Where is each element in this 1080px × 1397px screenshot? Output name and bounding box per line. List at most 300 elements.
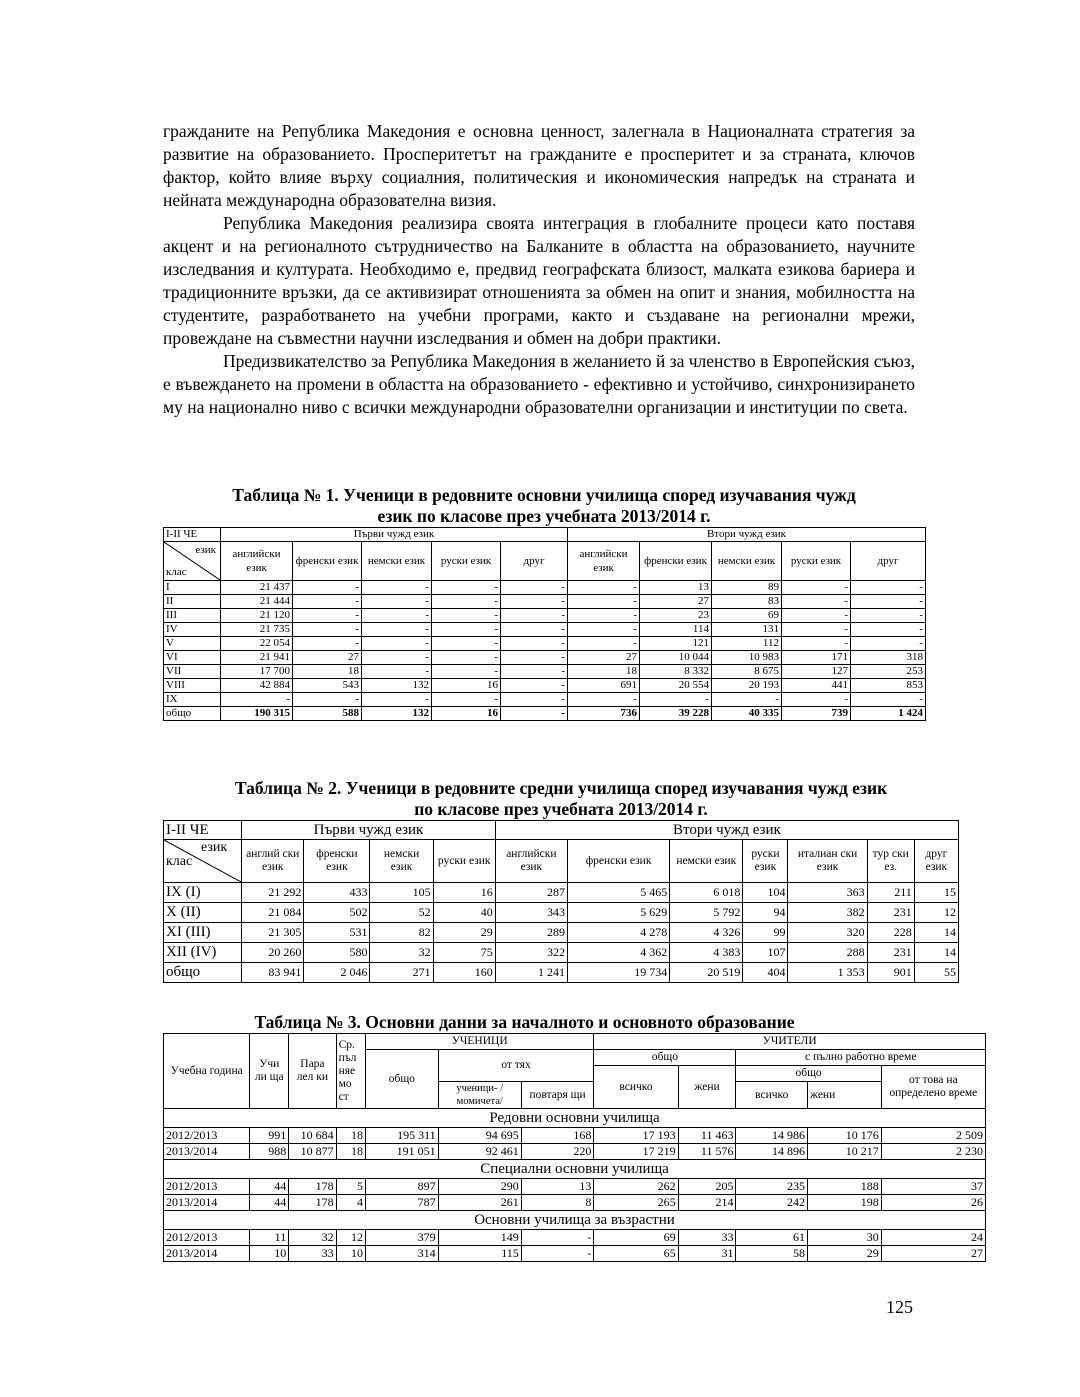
- data-cell: 12: [914, 903, 958, 923]
- data-cell: -: [293, 637, 362, 651]
- table2-diagonal-header: [164, 840, 242, 883]
- data-cell: 231: [867, 903, 914, 923]
- data-cell: 19 734: [567, 963, 669, 983]
- data-cell: 1 353: [788, 963, 867, 983]
- data-cell: 318: [851, 651, 926, 665]
- data-cell: -: [293, 581, 362, 595]
- data-cell: 228: [867, 923, 914, 943]
- data-cell: 736: [568, 707, 640, 721]
- data-cell: -: [501, 581, 568, 595]
- data-cell: 121: [640, 637, 712, 651]
- page-content: [163, 120, 915, 419]
- data-cell: 20 260: [242, 943, 304, 963]
- data-cell: -: [362, 665, 432, 679]
- table-row: [164, 609, 926, 623]
- data-cell: 543: [293, 679, 362, 693]
- data-cell: 4 383: [670, 943, 743, 963]
- data-cell: -: [568, 693, 640, 707]
- table2-diag-top: език: [200, 840, 228, 855]
- table1-col-header: английски език: [568, 542, 640, 581]
- table-row: [164, 623, 926, 637]
- data-cell: 991: [250, 1128, 289, 1144]
- table-row: [164, 963, 959, 983]
- data-cell: 17 700: [221, 665, 293, 679]
- row-label-cell: VII: [164, 665, 221, 679]
- data-cell: 5 629: [567, 903, 669, 923]
- data-cell: 198: [808, 1195, 882, 1211]
- data-cell: 132: [362, 679, 432, 693]
- table-row: [164, 679, 926, 693]
- table2-diag-bottom: клас: [166, 854, 193, 869]
- data-cell: -: [521, 1246, 594, 1262]
- data-cell: 5: [336, 1179, 365, 1195]
- data-cell: 82: [370, 923, 433, 943]
- table1-col-header: руски език: [782, 542, 851, 581]
- data-cell: 18: [568, 665, 640, 679]
- data-cell: -: [501, 637, 568, 651]
- data-cell: 289: [495, 923, 567, 943]
- table3-block: [163, 1012, 986, 1262]
- section-title: Специални основни училища: [164, 1160, 986, 1179]
- data-cell: -: [501, 707, 568, 721]
- data-cell: 242: [736, 1195, 808, 1211]
- data-cell: -: [501, 665, 568, 679]
- row-label-cell: II: [164, 595, 221, 609]
- page-number: 125: [886, 1297, 913, 1317]
- data-cell: -: [851, 609, 926, 623]
- table1-column-header-row: [164, 542, 926, 581]
- table2-col-header: немски език: [670, 840, 743, 883]
- row-label-cell: VIII: [164, 679, 221, 693]
- data-cell: -: [782, 581, 851, 595]
- data-cell: -: [362, 623, 432, 637]
- table1-diag-bottom: клас: [166, 566, 187, 578]
- table3-h-t-total: общо: [594, 1050, 736, 1066]
- data-cell: -: [362, 609, 432, 623]
- data-cell: -: [568, 581, 640, 595]
- row-label-cell: 2012/2013: [164, 1230, 250, 1246]
- data-cell: 83 941: [242, 963, 304, 983]
- data-cell: 44: [250, 1195, 289, 1211]
- row-label-cell: общо: [164, 707, 221, 721]
- data-cell: 21 735: [221, 623, 293, 637]
- table3-h-schools: Учи ли ща: [250, 1034, 289, 1109]
- data-cell: 21 305: [242, 923, 304, 943]
- table3-h-women: жени: [678, 1066, 736, 1109]
- data-cell: 23: [640, 609, 712, 623]
- data-cell: 114: [640, 623, 712, 637]
- data-cell: 99: [743, 923, 788, 943]
- data-cell: -: [568, 595, 640, 609]
- table2-col-header: тур ски ез.: [867, 840, 914, 883]
- table-row: [164, 693, 926, 707]
- section-header-row: [164, 1109, 986, 1128]
- table-row: [164, 665, 926, 679]
- data-cell: 83: [712, 595, 782, 609]
- data-cell: 4 278: [567, 923, 669, 943]
- data-cell: -: [432, 693, 501, 707]
- section-header-row: [164, 1160, 986, 1179]
- data-cell: 27: [293, 651, 362, 665]
- data-cell: 901: [867, 963, 914, 983]
- data-cell: 55: [914, 963, 958, 983]
- data-cell: 379: [366, 1230, 439, 1246]
- data-cell: 31: [678, 1246, 736, 1262]
- data-cell: -: [782, 693, 851, 707]
- data-cell: 112: [712, 637, 782, 651]
- row-label-cell: 2013/2014: [164, 1144, 250, 1160]
- table2-col-header: друг език: [914, 840, 958, 883]
- data-cell: -: [782, 609, 851, 623]
- data-cell: 149: [438, 1230, 521, 1246]
- data-cell: 131: [712, 623, 782, 637]
- data-cell: 17 193: [594, 1128, 678, 1144]
- data-cell: 261: [438, 1195, 521, 1211]
- data-cell: 20 193: [712, 679, 782, 693]
- table1-corner: I-II ЧЕ: [164, 528, 221, 542]
- data-cell: 89: [712, 581, 782, 595]
- table-row: [164, 581, 926, 595]
- table1-col-header: английски език: [221, 542, 293, 581]
- table3-h-of-them: от тях: [438, 1050, 594, 1082]
- data-cell: 69: [712, 609, 782, 623]
- data-cell: 14 896: [736, 1144, 808, 1160]
- table1-col-header: немски език: [362, 542, 432, 581]
- data-cell: -: [362, 595, 432, 609]
- table2: [163, 820, 959, 983]
- data-cell: 433: [304, 883, 370, 903]
- data-cell: 32: [370, 943, 433, 963]
- data-cell: -: [293, 623, 362, 637]
- data-cell: 27: [568, 651, 640, 665]
- table2-col-header: френски език: [567, 840, 669, 883]
- data-cell: 52: [370, 903, 433, 923]
- row-label-cell: IV: [164, 623, 221, 637]
- data-cell: 42 884: [221, 679, 293, 693]
- data-cell: 441: [782, 679, 851, 693]
- data-cell: -: [501, 679, 568, 693]
- table-row: [164, 923, 959, 943]
- row-label-cell: XI (III): [164, 923, 242, 943]
- paragraph-2: Република Македония реализира своята интеграция в глобалните процеси като поставя акцент и на регионалното сътрудничество на Балканите в областта на образованието, научните изследвания и културата. Необходимо е, предвид географската близост, малката езикова бариера и традиционните връзки, да се активизират отношенията за обмен на опит и знания, мобилността на студентите, разработването на учебни програми, както и създаване на регионални мрежи, провеждане на съвместни научни изследвания и обмен на добри практики.: [163, 213, 915, 348]
- row-label-cell: IX: [164, 693, 221, 707]
- data-cell: 13: [640, 581, 712, 595]
- data-cell: -: [432, 651, 501, 665]
- row-label-cell: 2013/2014: [164, 1195, 250, 1211]
- data-cell: -: [432, 623, 501, 637]
- data-cell: 231: [867, 943, 914, 963]
- data-cell: 32: [289, 1230, 336, 1246]
- data-cell: -: [521, 1230, 594, 1246]
- data-cell: 404: [743, 963, 788, 983]
- table3: [163, 1033, 986, 1262]
- data-cell: -: [362, 581, 432, 595]
- table2-col-header: италиан ски език: [788, 840, 867, 883]
- paragraph-1: гражданите на Република Македония е основна ценност, залегнала в Националната стратегия за развитие на образованието. Просперитетът на гражданите е просперитет и за страната, ключов фактор, който влияе върху социалния, политическия и икономическия напредък на страната и нейната международна образователна визия.: [163, 121, 915, 210]
- table3-h-fixed: от това на определено време: [881, 1066, 985, 1109]
- row-label-cell: общо: [164, 963, 242, 983]
- table2-col-header: английски език: [495, 840, 567, 883]
- table2-corner: I-II ЧЕ: [164, 821, 242, 840]
- data-cell: -: [221, 693, 293, 707]
- data-cell: 10: [250, 1246, 289, 1262]
- data-cell: 104: [743, 883, 788, 903]
- data-cell: -: [851, 581, 926, 595]
- data-cell: 37: [881, 1179, 985, 1195]
- data-cell: 115: [438, 1246, 521, 1262]
- table-row: [164, 651, 926, 665]
- table3-h-students: УЧЕНИЦИ: [366, 1034, 594, 1050]
- data-cell: -: [782, 595, 851, 609]
- row-label-cell: 2012/2013: [164, 1179, 250, 1195]
- data-cell: 897: [366, 1179, 439, 1195]
- row-label-cell: V: [164, 637, 221, 651]
- data-cell: 314: [366, 1246, 439, 1262]
- data-cell: 214: [678, 1195, 736, 1211]
- data-cell: -: [568, 609, 640, 623]
- data-cell: 15: [914, 883, 958, 903]
- data-cell: 2 509: [881, 1128, 985, 1144]
- table1-col-header: френски език: [640, 542, 712, 581]
- data-cell: 21 084: [242, 903, 304, 923]
- data-cell: 220: [521, 1144, 594, 1160]
- table1-caption-line1: Таблица № 1. Ученици в редовните основни училища според изучавания чужд: [232, 485, 856, 505]
- data-cell: 2 046: [304, 963, 370, 983]
- table-row: [164, 1195, 986, 1211]
- data-cell: 12: [336, 1230, 365, 1246]
- data-cell: 14: [914, 943, 958, 963]
- data-cell: 29: [433, 923, 495, 943]
- data-cell: 290: [438, 1179, 521, 1195]
- table3-h-year: Учебна година: [164, 1034, 250, 1109]
- table-row: [164, 903, 959, 923]
- row-label-cell: VI: [164, 651, 221, 665]
- data-cell: -: [851, 693, 926, 707]
- data-cell: 265: [594, 1195, 678, 1211]
- data-cell: 2 230: [881, 1144, 985, 1160]
- data-cell: -: [432, 581, 501, 595]
- data-cell: 58: [736, 1246, 808, 1262]
- data-cell: -: [501, 623, 568, 637]
- data-cell: 190 315: [221, 707, 293, 721]
- data-cell: 33: [678, 1230, 736, 1246]
- data-cell: 94: [743, 903, 788, 923]
- section-title: Редовни основни училища: [164, 1109, 986, 1128]
- data-cell: 22 054: [221, 637, 293, 651]
- data-cell: 17 219: [594, 1144, 678, 1160]
- data-cell: 691: [568, 679, 640, 693]
- table1-block: [163, 485, 926, 721]
- data-cell: 10: [336, 1246, 365, 1262]
- table3-h-ft-total: общо: [736, 1066, 881, 1082]
- data-cell: 195 311: [366, 1128, 439, 1144]
- data-cell: -: [432, 637, 501, 651]
- data-cell: 21 292: [242, 883, 304, 903]
- data-cell: 8 675: [712, 665, 782, 679]
- table3-h-fill: Ср. пъл няе мо ст: [336, 1034, 365, 1109]
- data-cell: 253: [851, 665, 926, 679]
- data-cell: 580: [304, 943, 370, 963]
- data-cell: 739: [782, 707, 851, 721]
- data-cell: 5 792: [670, 903, 743, 923]
- table2-caption-line2: по класове през учебната 2013/2014 г.: [414, 799, 708, 819]
- table-row: [164, 1128, 986, 1144]
- table3-h-girls: ученици- /момичета/: [438, 1082, 521, 1109]
- table1-caption-line2: език по класове през учебната 2013/2014 г.: [377, 506, 711, 526]
- data-cell: 235: [736, 1179, 808, 1195]
- data-cell: -: [362, 637, 432, 651]
- data-cell: 26: [881, 1195, 985, 1211]
- data-cell: 8 332: [640, 665, 712, 679]
- table2-col-header: немски език: [370, 840, 433, 883]
- table2-col-header: руски език: [743, 840, 788, 883]
- data-cell: 10 877: [289, 1144, 336, 1160]
- data-cell: -: [501, 609, 568, 623]
- data-cell: 188: [808, 1179, 882, 1195]
- data-cell: 16: [432, 707, 501, 721]
- data-cell: 21 444: [221, 595, 293, 609]
- data-cell: 171: [782, 651, 851, 665]
- data-cell: 14: [914, 923, 958, 943]
- data-cell: 178: [289, 1195, 336, 1211]
- table3-h-teachers: УЧИТЕЛИ: [594, 1034, 986, 1050]
- data-cell: 33: [289, 1246, 336, 1262]
- data-cell: 92 461: [438, 1144, 521, 1160]
- data-cell: 40: [433, 903, 495, 923]
- data-cell: -: [851, 595, 926, 609]
- data-cell: 21 941: [221, 651, 293, 665]
- data-cell: -: [851, 637, 926, 651]
- data-cell: 5 465: [567, 883, 669, 903]
- data-cell: 21 437: [221, 581, 293, 595]
- table2-column-header-row: [164, 840, 959, 883]
- data-cell: 39 228: [640, 707, 712, 721]
- data-cell: -: [640, 693, 712, 707]
- data-cell: 787: [366, 1195, 439, 1211]
- data-cell: 127: [782, 665, 851, 679]
- table3-h-repeat: повтаря щи: [521, 1082, 594, 1109]
- data-cell: 320: [788, 923, 867, 943]
- data-cell: 988: [250, 1144, 289, 1160]
- data-cell: -: [712, 693, 782, 707]
- data-cell: 178: [289, 1179, 336, 1195]
- table1-col-header: руски език: [432, 542, 501, 581]
- data-cell: 14 986: [736, 1128, 808, 1144]
- data-cell: 16: [433, 883, 495, 903]
- data-cell: 75: [433, 943, 495, 963]
- data-cell: 531: [304, 923, 370, 943]
- table-row: [164, 943, 959, 963]
- table2-col-header: англий ски език: [242, 840, 304, 883]
- data-cell: 853: [851, 679, 926, 693]
- table-row: [164, 1246, 986, 1262]
- data-cell: 27: [881, 1246, 985, 1262]
- data-cell: -: [568, 623, 640, 637]
- table3-h-all2: всичко: [736, 1082, 808, 1109]
- data-cell: 132: [362, 707, 432, 721]
- table2-group-second: Втори чужд език: [495, 821, 958, 840]
- data-cell: 105: [370, 883, 433, 903]
- data-cell: 11 576: [678, 1144, 736, 1160]
- table3-caption: Таблица № 3. Основни данни за началното и основното образование: [254, 1012, 795, 1032]
- data-cell: 40 335: [712, 707, 782, 721]
- data-cell: 107: [743, 943, 788, 963]
- data-cell: 29: [808, 1246, 882, 1262]
- data-cell: 65: [594, 1246, 678, 1262]
- table2-col-header: руски език: [433, 840, 495, 883]
- data-cell: 20 519: [670, 963, 743, 983]
- table1-col-header: друг: [501, 542, 568, 581]
- table1-col-header: друг: [851, 542, 926, 581]
- paragraph-3: Предизвикателство за Република Македония в желанието й за членство в Европейския съюз, е въвеждането на промени в областта на образованието - ефективно и устойчиво, синхронизирането му на национално ниво с всички международни образователни организации и институции по света.: [163, 351, 915, 417]
- data-cell: 10 684: [289, 1128, 336, 1144]
- data-cell: -: [362, 693, 432, 707]
- data-cell: 382: [788, 903, 867, 923]
- data-cell: 502: [304, 903, 370, 923]
- table-row: [164, 637, 926, 651]
- table-row: [164, 883, 959, 903]
- data-cell: 262: [594, 1179, 678, 1195]
- data-cell: 363: [788, 883, 867, 903]
- data-cell: 94 695: [438, 1128, 521, 1144]
- data-cell: 11 463: [678, 1128, 736, 1144]
- row-label-cell: 2012/2013: [164, 1128, 250, 1144]
- table3-h-total: общо: [366, 1050, 439, 1109]
- table1-group-second: Втори чужд език: [568, 528, 926, 542]
- data-cell: 44: [250, 1179, 289, 1195]
- data-cell: 69: [594, 1230, 678, 1246]
- data-cell: 1 424: [851, 707, 926, 721]
- table2-caption-line1: Таблица № 2. Ученици в редовните средни училища според изучавания чужд език: [234, 778, 888, 798]
- table3-h-women2: жени: [808, 1082, 882, 1109]
- data-cell: -: [293, 693, 362, 707]
- data-cell: 10 176: [808, 1128, 882, 1144]
- data-cell: -: [501, 595, 568, 609]
- data-cell: -: [293, 595, 362, 609]
- data-cell: 1 241: [495, 963, 567, 983]
- row-label-cell: 2013/2014: [164, 1246, 250, 1262]
- data-cell: 322: [495, 943, 567, 963]
- data-cell: 205: [678, 1179, 736, 1195]
- data-cell: -: [568, 637, 640, 651]
- table2-col-header: френски език: [304, 840, 370, 883]
- row-label-cell: III: [164, 609, 221, 623]
- row-label-cell: IX (I): [164, 883, 242, 903]
- table-row: [164, 1144, 986, 1160]
- data-cell: -: [851, 623, 926, 637]
- table-row: [164, 1179, 986, 1195]
- table2-group-first: Първи чужд език: [242, 821, 496, 840]
- data-cell: -: [432, 595, 501, 609]
- section-title: Основни училища за възрастни: [164, 1211, 986, 1230]
- data-cell: 18: [336, 1128, 365, 1144]
- table1-diag-top: език: [195, 544, 216, 556]
- data-cell: -: [362, 651, 432, 665]
- data-cell: 11: [250, 1230, 289, 1246]
- data-cell: 191 051: [366, 1144, 439, 1160]
- table-row: [164, 1230, 986, 1246]
- data-cell: -: [432, 665, 501, 679]
- data-cell: 211: [867, 883, 914, 903]
- data-cell: 271: [370, 963, 433, 983]
- data-cell: 160: [433, 963, 495, 983]
- data-cell: 168: [521, 1128, 594, 1144]
- data-cell: 18: [293, 665, 362, 679]
- table1-group-first: Първи чужд език: [221, 528, 568, 542]
- data-cell: 4: [336, 1195, 365, 1211]
- table1-diagonal-header: [164, 542, 221, 581]
- data-cell: 4 362: [567, 943, 669, 963]
